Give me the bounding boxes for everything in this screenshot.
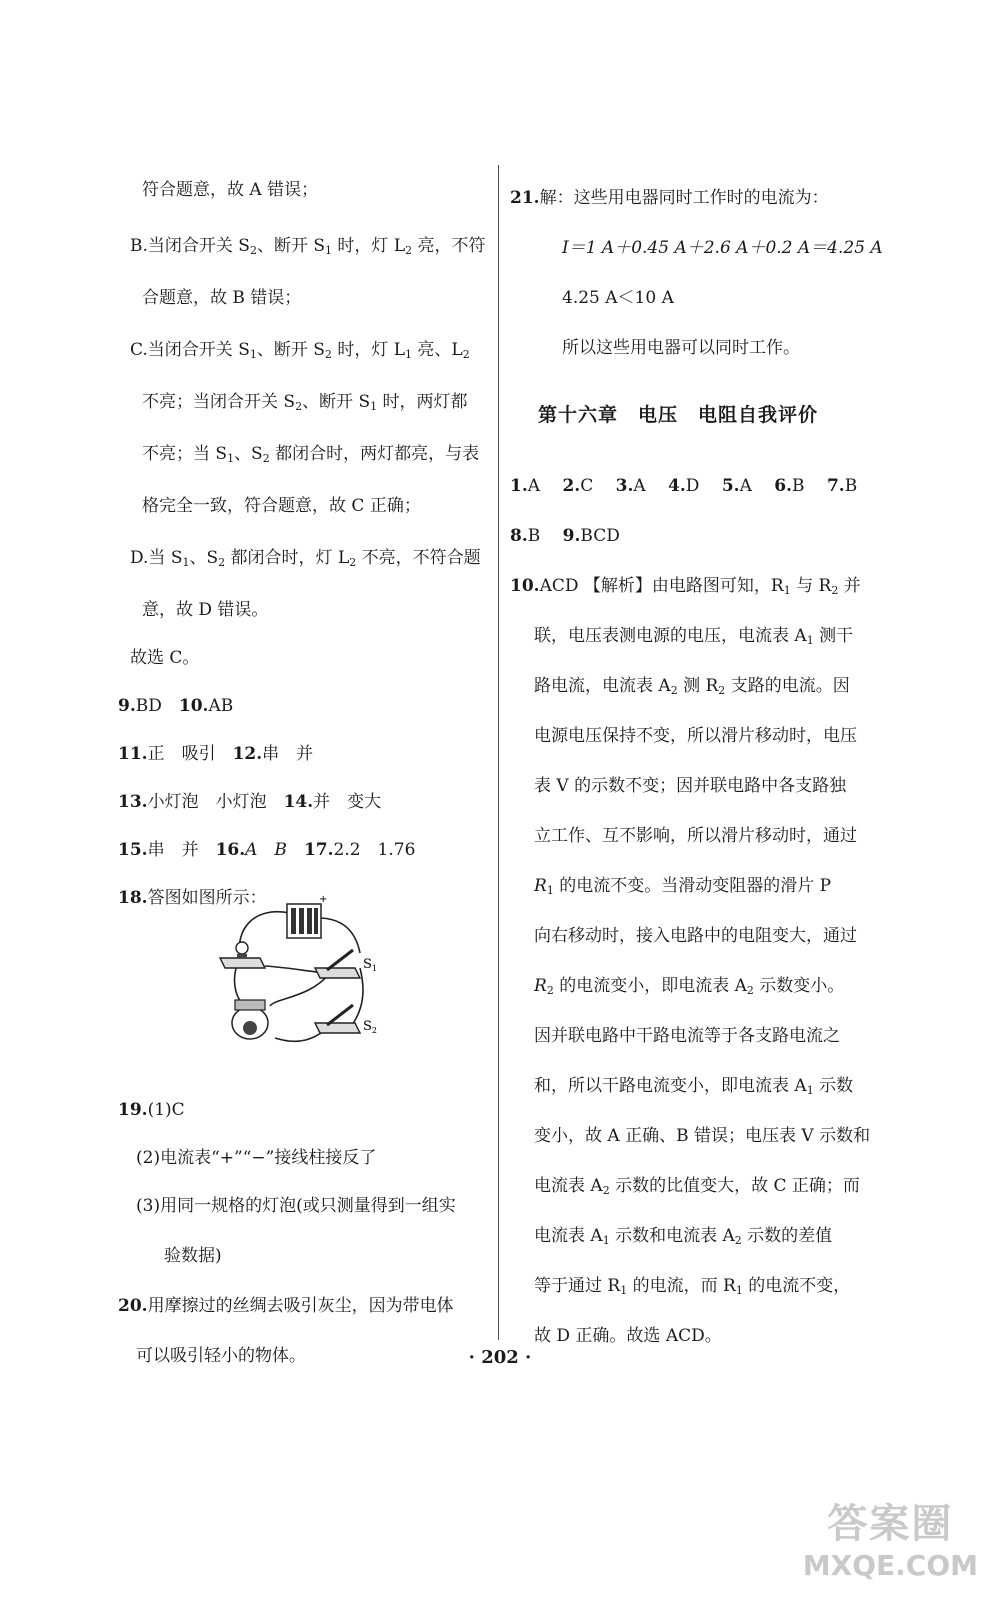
watermark xyxy=(803,1492,978,1582)
switch-s1-icon xyxy=(315,950,360,978)
text-line: (3)用同一规格的灯泡(或只测量得到一组实 xyxy=(136,1196,456,1216)
text-line: 验数据) xyxy=(164,1246,222,1266)
chapter-heading: 第十六章 电压 电阻自我评价 xyxy=(538,404,819,426)
text-line: D.当 $S_1$、$S_2$ 都闭合时，灯 $L_2$ 不亮，不符合题 xyxy=(130,548,481,569)
text-line: 因并联电路中干路电流等于各支路电流之 xyxy=(534,1026,840,1046)
answer-line: 21.解：这些用电器同时工作时的电流为： xyxy=(510,188,829,208)
answer-line: 1.A 2.C 3.A 4.D 5.A 6.B 7.B xyxy=(510,476,858,496)
text-line: 故选 C。 xyxy=(130,648,200,668)
battery-icon xyxy=(287,894,327,938)
watermark-en: MXQE.COM xyxy=(802,1549,978,1582)
label-s2: $S_2$ xyxy=(363,1019,377,1035)
text-line: 合题意，故 B 错误； xyxy=(142,288,302,308)
text-line: 不亮；当 $S_1$、$S_2$ 都闭合时，两灯都亮，与表 xyxy=(142,444,480,465)
equation-line: I＝1 A＋0.45 A＋2.6 A＋0.2 A＝4.25 A xyxy=(562,238,883,258)
lamp-icon xyxy=(220,942,265,968)
text-line: 等于通过 $R_1$ 的电流，而 $R_1$ 的电流不变， xyxy=(534,1276,851,1297)
text-line: 向右移动时，接入电路中的电阻变大，通过 xyxy=(534,926,857,946)
text-line: 电流表 $A_2$ 示数的比值变大，故 C 正确；而 xyxy=(534,1176,860,1197)
text-line: $R_1$ 的电流不变。当滑动变阻器的滑片 P xyxy=(534,876,832,897)
text-line: 不亮；当闭合开关 $S_2$、断开 $S_1$ 时，两灯都 xyxy=(142,392,468,413)
text-line: C.当闭合开关 $S_1$、断开 $S_2$ 时，灯 $L_1$ 亮、$L_2$ xyxy=(130,340,470,361)
equation-line: 4.25 A＜10 A xyxy=(562,288,674,308)
page-number: · 202 · xyxy=(468,1347,532,1368)
circuit-diagram xyxy=(215,888,405,1058)
text-line: 可以吸引轻小的物体。 xyxy=(136,1346,306,1366)
text-line: 格完全一致，符合题意，故 C 正确； xyxy=(142,496,421,516)
label-s1: $S_1$ xyxy=(363,957,377,973)
text-line: 表 V 的示数不变；因并联电路中各支路独 xyxy=(534,776,847,796)
answer-line: 13.小灯泡 小灯泡 14.并 变大 xyxy=(118,792,382,812)
text-line: 意，故 D 错误。 xyxy=(142,600,269,620)
text-line: 符合题意，故 A 错误； xyxy=(142,180,319,200)
text-line: $R_2$ 的电流变小，即电流表 $A_2$ 示数变小。 xyxy=(534,976,845,997)
text-line: 立工作、互不影响，所以滑片移动时，通过 xyxy=(534,826,857,846)
answer-line: 11.正 吸引 12.串 并 xyxy=(118,744,314,764)
answer-line: 10.ACD 【解析】由电路图可知，$R_1$ 与 $R_2$ 并 xyxy=(510,576,861,597)
text-line: 电流表 $A_1$ 示数和电流表 $A_2$ 示数的差值 xyxy=(534,1226,833,1247)
text-line: 变小，故 A 正确、B 错误；电压表 V 示数和 xyxy=(534,1126,871,1146)
answer-line: 19.(1)C xyxy=(118,1100,185,1120)
text-line: 电源电压保持不变，所以滑片移动时，电压 xyxy=(534,726,857,746)
svg-text:+: + xyxy=(319,894,328,905)
answer-line: 20.用摩擦过的丝绸去吸引灰尘，因为带电体 xyxy=(118,1296,454,1316)
answer-line: 18.答图如图所示： xyxy=(118,888,267,908)
text-line: B.当闭合开关 $S_2$、断开 $S_1$ 时，灯 $L_2$ 亮，不符 xyxy=(130,236,486,257)
text-line: 和，所以干路电流变小，即电流表 $A_1$ 示数 xyxy=(534,1076,854,1097)
text-line: 联，电压表测电源的电压，电流表 $A_1$ 测干 xyxy=(534,626,854,647)
text-line: 所以这些用电器可以同时工作。 xyxy=(562,338,800,358)
answer-line: 8.B 9.BCD xyxy=(510,526,620,546)
answer-line: 9.BD 10.AB xyxy=(118,696,234,716)
text-line: (2)电流表“+”“−”接线柱接反了 xyxy=(136,1148,377,1168)
bell-icon xyxy=(232,1000,268,1039)
switch-s2-icon xyxy=(315,1005,360,1033)
text-line: 路电流，电流表 $A_2$ 测 $R_2$ 支路的电流。因 xyxy=(534,676,850,697)
watermark-cn: 答案圈 xyxy=(827,1501,954,1547)
text-line: 故 D 正确。故选 ACD。 xyxy=(534,1326,722,1346)
answer-line: 15.串 并 16.A B 17.2.2 1.76 xyxy=(118,840,416,860)
column-divider xyxy=(498,165,499,1340)
